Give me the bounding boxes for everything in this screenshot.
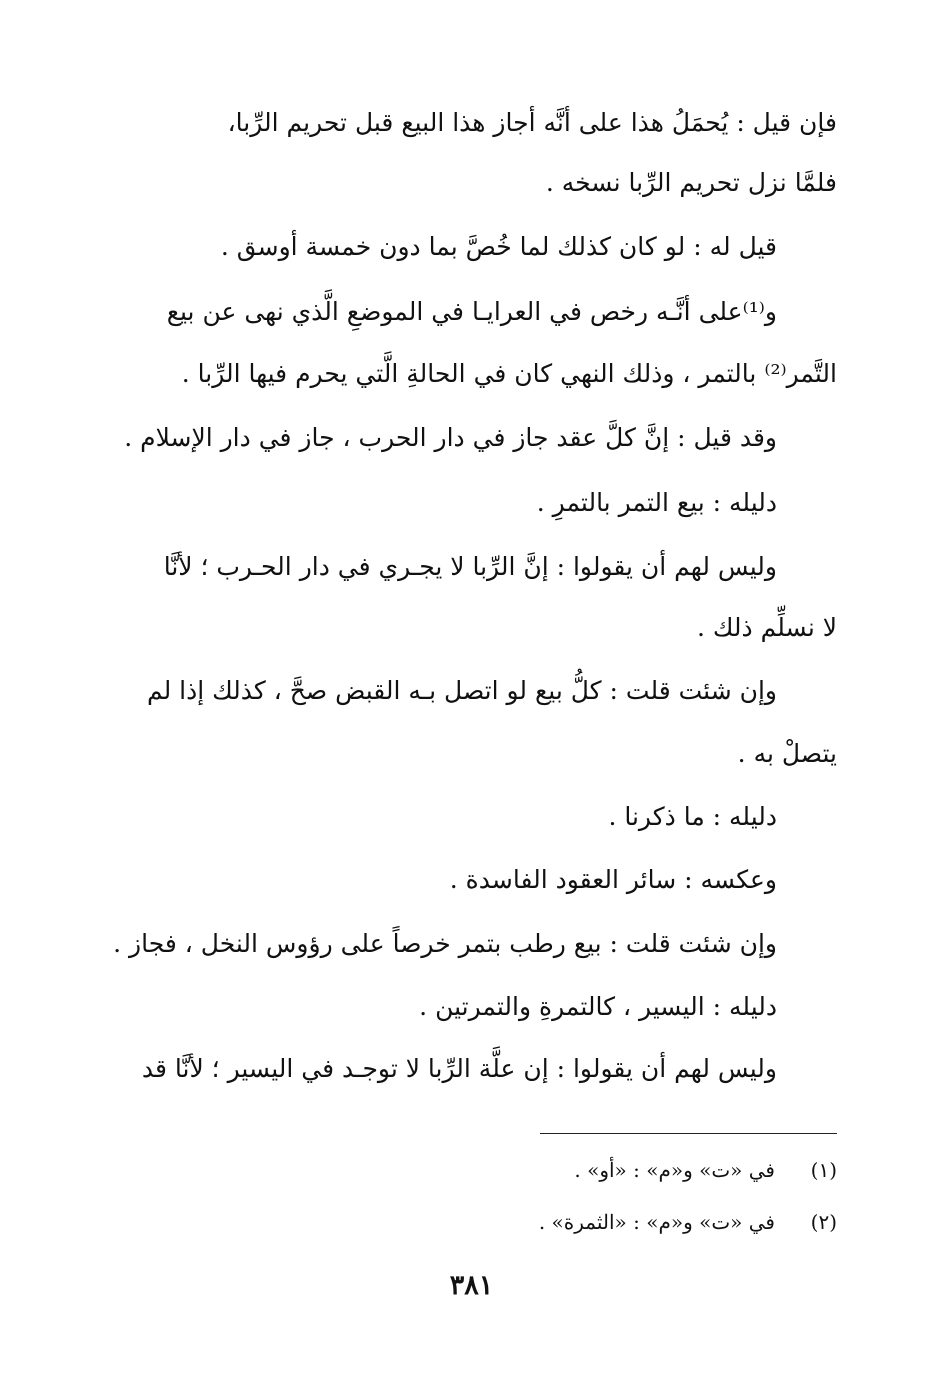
line-text: قيل له : لو كان كذلك لما خُصَّ بما دون خمسة أوسق . bbox=[220, 232, 777, 261]
footnote-number: (١) bbox=[810, 1158, 837, 1182]
text-line-16 bbox=[0, 1047, 943, 1091]
line-text: التَّمر⁽²⁾ بالتمر ، وذلك النهي كان في الحالةِ الَّتي يحرم فيها الرِّبا . bbox=[181, 359, 837, 388]
footnote-number: (٢) bbox=[810, 1210, 837, 1234]
text-line-14 bbox=[0, 922, 943, 966]
text-line-2 bbox=[0, 161, 943, 205]
footnote-1 bbox=[0, 1152, 943, 1188]
text-line-7 bbox=[0, 481, 943, 525]
line-text: دليله : اليسير ، كالتمرةِ والتمرتين . bbox=[419, 992, 777, 1021]
line-text: وإن شئت قلت : كلُّ بيع لو اتصل بـه القبض صحَّ ، كذلك إذا لم bbox=[146, 676, 777, 705]
text-line-8 bbox=[0, 545, 943, 589]
footnote-2 bbox=[0, 1204, 943, 1240]
line-text: وقد قيل : إنَّ كلَّ عقد جاز في دار الحرب ، جاز في دار الإسلام . bbox=[124, 423, 777, 452]
text-line-11 bbox=[0, 732, 943, 776]
text-line-12 bbox=[0, 795, 943, 839]
text-line-3 bbox=[0, 225, 943, 269]
line-text: لا نسلِّم ذلك . bbox=[696, 613, 837, 642]
page-number: ٣٨١ bbox=[449, 1270, 494, 1301]
text-line-15 bbox=[0, 985, 943, 1029]
text-line-1 bbox=[0, 101, 943, 145]
line-text: دليله : بيع التمر بالتمرِ . bbox=[536, 488, 777, 517]
footnote-text: في «ت» و«م» : «أو» . bbox=[574, 1158, 775, 1182]
line-text: فلمَّا نزل تحريم الرِّبا نسخه . bbox=[545, 168, 837, 197]
line-text: يتصلْ به . bbox=[737, 739, 837, 768]
line-text: وعكسه : سائر العقود الفاسدة . bbox=[449, 865, 777, 894]
line-text: دليله : ما ذكرنا . bbox=[608, 802, 777, 831]
line-text: و⁽¹⁾على أنَّـه رخص في العرايـا في الموضعِ الَّذي نهى عن بيع bbox=[166, 297, 777, 326]
text-line-9 bbox=[0, 606, 943, 650]
footnote-divider bbox=[540, 1133, 837, 1134]
text-line-5 bbox=[0, 352, 943, 396]
text-line-6 bbox=[0, 416, 943, 460]
text-line-4 bbox=[0, 290, 943, 334]
line-text: وليس لهم أن يقولوا : إن علَّة الرِّبا لا توجـد في اليسير ؛ لأنَّا قد bbox=[141, 1054, 777, 1083]
line-text: فإن قيل : يُحمَلُ هذا على أنَّه أجاز هذا البيع قبل تحريم الرِّبا، bbox=[227, 108, 837, 137]
footnote-text: في «ت» و«م» : «الثمرة» . bbox=[538, 1210, 775, 1234]
text-line-13 bbox=[0, 858, 943, 902]
text-line-10 bbox=[0, 669, 943, 713]
line-text: وإن شئت قلت : بيع رطب بتمر خرصاً على رؤوس النخل ، فجاز . bbox=[113, 929, 777, 958]
line-text: وليس لهم أن يقولوا : إنَّ الرِّبا لا يجـري في دار الحـرب ؛ لأنَّا bbox=[163, 552, 777, 581]
